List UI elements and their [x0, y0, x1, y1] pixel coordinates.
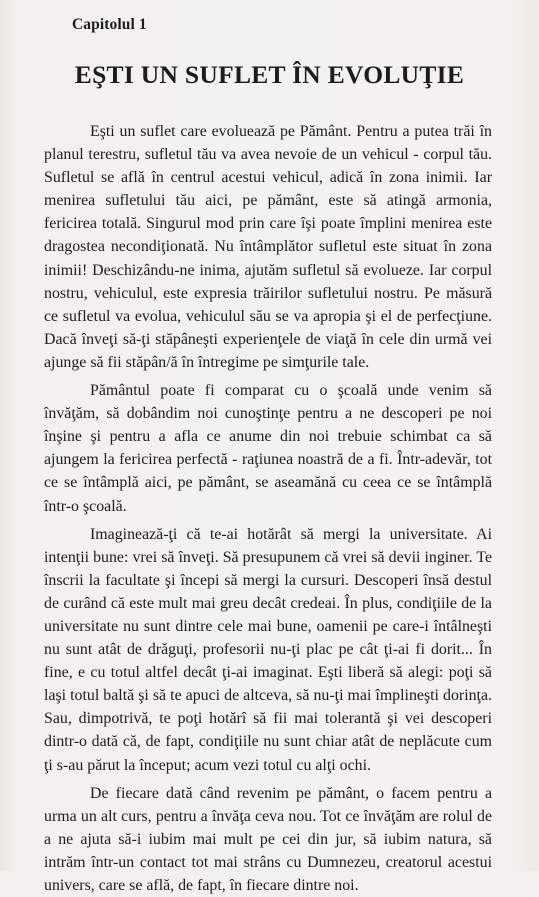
chapter-label: Capitolul 1	[72, 16, 147, 33]
paragraph: De fiecare dată când revenim pe pământ, o facem pentru a urma un alt curs, pentru a învăţa ceva nou. Tot ce învăţăm are rolul de a ne ajuta să-i iubim mai mult pe cei din jur, să iubim natura, să intrăm într-un contact tot mai strâns cu Dumnezeu, creatorul acestui univers, care se află, de fapt, în fiecare dintre noi.	[44, 784, 492, 894]
chapter-title: EŞTI UN SUFLET ÎN EVOLUŢIE	[74, 60, 465, 89]
body-text	[44, 120, 492, 897]
paragraph: Imaginează-ţi că te-ai hotărât să mergi la universitate. Ai intenţii bune: vrei să înveţi. Să presupunem că vrei să devii inginer. Te înscrii la facultate şi începi să mergi la cursuri. Descoperi însă destul de curând că este mult mai greu decât credeai. În plus, condiţiile de la universitate nu sunt dintre cele mai bune, oamenii pe care-i întâlneşti nu sunt atât de drăguţi, profesorii nu-ţi plac pe cât ţi-ai fi dorit... În fine, e cu totul altfel decât ţi-ai imaginat. Eşti liberă să alegi: poţi să laşi totul baltă şi să te apuci de altceva, să nu-ţi mai împlineşti dorinţa. Sau, dimpotrivă, te poţi hotărî să fii mai tolerantă şi vei descoperi dintr-o dată că, de fapt, condiţiile nu sunt chiar atât de neplăcute cum ţi s-au părut la început; acum vezi totul cu alţi ochi.	[44, 525, 492, 774]
paragraph: Eşti un suflet care evoluează pe Pământ. Pentru a putea trăi în planul terestru, sufletul tău va avea nevoie de un vehicul - corpul tău. Sufletul se află în centrul acestui vehicul, adică în zona inimii. Iar menirea sufletului tău aici, pe pământ, este să atingă armonia, fericirea totală. Singurul mod prin care îşi poate împlini menirea este dragostea necondiţionată. Nu întâmplător sufletul este situat în zona inimii! Deschizându-ne inima, ajutăm sufletul să evolueze. Iar corpul nostru, vehiculul, este expresia trăirilor sufletului nostru. Pe măsură ce sufletul va evolua, vehiculul său se va apropia şi el de perfecţiune. Dacă înveţi să-ţi stăpâneşti experienţele de viaţă în cele din urmă vei ajunge să fii stăpân/ă în întregime pe simţurile tale.	[44, 123, 492, 371]
paragraph: Pământul poate fi comparat cu o şcoală unde venim să învăţăm, să dobândim noi cunoştinţe pentru a ne descoperi pe noi înşine şi pentru a afla ce anume din noi trebuie schimbat ca să ajungem la fericirea perfectă - raţiunea noastră de a fi. Într-adevăr, tot ce se întâmplă aici, pe pământ, se aseamănă cu ceea ce se întâmplă într-o şcoală.	[44, 382, 492, 515]
